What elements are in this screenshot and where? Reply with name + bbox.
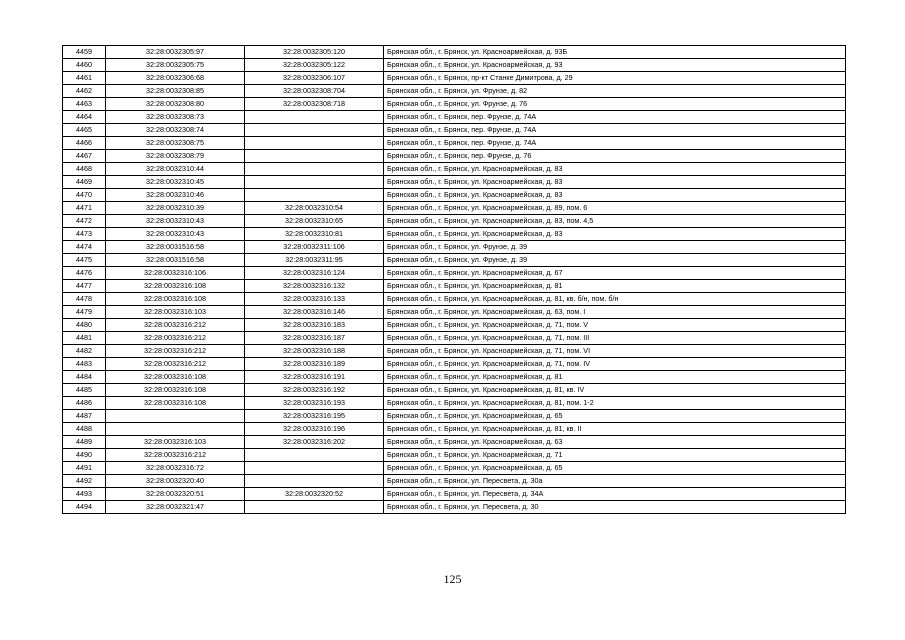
object-cadastral-number-cell: 32:28:0032316:195 (245, 410, 384, 423)
address-cell: Брянская обл., г. Брянск, ул. Красноармейская, д. 71, пом. VI (384, 345, 846, 358)
cadastral-number-cell: 32:28:0032310:43 (106, 215, 245, 228)
row-number-cell: 4486 (63, 397, 106, 410)
table-row (63, 85, 846, 98)
object-cadastral-number-cell: 32:28:0032310:65 (245, 215, 384, 228)
address-cell: Брянская обл., г. Брянск, ул. Красноармейская, д. 63 (384, 436, 846, 449)
object-cadastral-number-cell (245, 124, 384, 137)
address-cell: Брянская обл., г. Брянск, ул. Красноармейская, д. 83 (384, 228, 846, 241)
table-row (63, 189, 846, 202)
object-cadastral-number-cell (245, 163, 384, 176)
row-number-cell: 4465 (63, 124, 106, 137)
cadastral-number-cell: 32:28:0031516:58 (106, 241, 245, 254)
table-body (63, 46, 846, 514)
object-cadastral-number-cell: 32:28:0032316:124 (245, 267, 384, 280)
address-cell: Брянская обл., г. Брянск, ул. Фрунзе, д. 76 (384, 98, 846, 111)
row-number-cell: 4483 (63, 358, 106, 371)
address-cell: Брянская обл., г. Брянск, пер. Фрунзе, д. 76 (384, 150, 846, 163)
object-cadastral-number-cell: 32:28:0032310:81 (245, 228, 384, 241)
object-cadastral-number-cell: 32:28:0032311:95 (245, 254, 384, 267)
object-cadastral-number-cell: 32:28:0032316:133 (245, 293, 384, 306)
object-cadastral-number-cell (245, 462, 384, 475)
table-row (63, 462, 846, 475)
table-row (63, 332, 846, 345)
row-number-cell: 4475 (63, 254, 106, 267)
object-cadastral-number-cell (245, 189, 384, 202)
row-number-cell: 4469 (63, 176, 106, 189)
object-cadastral-number-cell: 32:28:0032316:188 (245, 345, 384, 358)
cadastral-number-cell: 32:28:0032316:72 (106, 462, 245, 475)
row-number-cell: 4487 (63, 410, 106, 423)
row-number-cell: 4494 (63, 501, 106, 514)
table-row (63, 358, 846, 371)
row-number-cell: 4476 (63, 267, 106, 280)
row-number-cell: 4464 (63, 111, 106, 124)
cadastral-number-cell: 32:28:0032316:108 (106, 384, 245, 397)
address-cell: Брянская обл., г. Брянск, ул. Красноармейская, д. 83 (384, 176, 846, 189)
row-number-cell: 4474 (63, 241, 106, 254)
address-cell: Брянская обл., г. Брянск, пер. Фрунзе, д. 74А (384, 111, 846, 124)
cadastral-number-cell: 32:28:0032320:51 (106, 488, 245, 501)
cadastral-number-cell: 32:28:0032316:212 (106, 345, 245, 358)
cadastral-number-cell (106, 423, 245, 436)
address-cell: Брянская обл., г. Брянск, ул. Красноармейская, д. 81, кв. IV (384, 384, 846, 397)
table-row (63, 150, 846, 163)
row-number-cell: 4462 (63, 85, 106, 98)
table-row (63, 72, 846, 85)
cadastral-number-cell: 32:28:0032320:40 (106, 475, 245, 488)
row-number-cell: 4492 (63, 475, 106, 488)
cadastral-number-cell: 32:28:0032316:212 (106, 319, 245, 332)
row-number-cell: 4488 (63, 423, 106, 436)
table-row (63, 241, 846, 254)
cadastral-number-cell: 32:28:0032316:106 (106, 267, 245, 280)
cadastral-number-cell: 32:28:0032308:85 (106, 85, 245, 98)
table-row (63, 46, 846, 59)
object-cadastral-number-cell (245, 150, 384, 163)
cadastral-number-cell: 32:28:0031516:58 (106, 254, 245, 267)
page-number: 125 (443, 572, 462, 586)
table-row (63, 254, 846, 267)
cadastral-number-cell: 32:28:0032316:212 (106, 449, 245, 462)
object-cadastral-number-cell: 32:28:0032316:196 (245, 423, 384, 436)
cadastral-number-cell: 32:28:0032310:44 (106, 163, 245, 176)
row-number-cell: 4477 (63, 280, 106, 293)
table-row (63, 436, 846, 449)
object-cadastral-number-cell: 32:28:0032311:106 (245, 241, 384, 254)
object-cadastral-number-cell: 32:28:0032310:54 (245, 202, 384, 215)
address-cell: Брянская обл., г. Брянск, ул. Красноармейская, д. 65 (384, 462, 846, 475)
row-number-cell: 4473 (63, 228, 106, 241)
address-cell: Брянская обл., г. Брянск, ул. Пересвета, д. 30а (384, 475, 846, 488)
address-cell: Брянская обл., г. Брянск, пер. Фрунзе, д. 74А (384, 124, 846, 137)
cadastral-number-cell: 32:28:0032306:68 (106, 72, 245, 85)
table-row (63, 280, 846, 293)
table-row (63, 59, 846, 72)
object-cadastral-number-cell (245, 449, 384, 462)
cadastral-number-cell: 32:28:0032310:43 (106, 228, 245, 241)
object-cadastral-number-cell: 32:28:0032316:132 (245, 280, 384, 293)
table-row (63, 488, 846, 501)
table-row (63, 202, 846, 215)
object-cadastral-number-cell: 32:28:0032306:107 (245, 72, 384, 85)
row-number-cell: 4466 (63, 137, 106, 150)
object-cadastral-number-cell: 32:28:0032316:193 (245, 397, 384, 410)
table-row (63, 176, 846, 189)
object-cadastral-number-cell: 32:28:0032305:122 (245, 59, 384, 72)
table-row (63, 371, 846, 384)
object-cadastral-number-cell (245, 137, 384, 150)
table-row (63, 410, 846, 423)
table-row (63, 449, 846, 462)
address-cell: Брянская обл., г. Брянск, ул. Пересвета, д. 30 (384, 501, 846, 514)
table-row (63, 306, 846, 319)
row-number-cell: 4485 (63, 384, 106, 397)
cadastral-number-cell: 32:28:0032321:47 (106, 501, 245, 514)
address-cell: Брянская обл., г. Брянск, ул. Красноармейская, д. 83, пом. 4,5 (384, 215, 846, 228)
cadastral-number-cell: 32:28:0032316:108 (106, 371, 245, 384)
row-number-cell: 4481 (63, 332, 106, 345)
address-cell: Брянская обл., г. Брянск, ул. Красноармейская, д. 67 (384, 267, 846, 280)
address-cell: Брянская обл., г. Брянск, ул. Красноармейская, д. 81, пом. 1-2 (384, 397, 846, 410)
cadastral-number-cell: 32:28:0032310:45 (106, 176, 245, 189)
row-number-cell: 4461 (63, 72, 106, 85)
table-row (63, 267, 846, 280)
cadastral-number-cell: 32:28:0032308:75 (106, 137, 245, 150)
table-row (63, 384, 846, 397)
address-cell: Брянская обл., г. Брянск, ул. Красноармейская, д. 71, пом. III (384, 332, 846, 345)
cadastral-number-cell: 32:28:0032305:97 (106, 46, 245, 59)
address-cell: Брянская обл., г. Брянск, ул. Красноармейская, д. 93 (384, 59, 846, 72)
object-cadastral-number-cell: 32:28:0032316:189 (245, 358, 384, 371)
cadastral-number-cell: 32:28:0032316:212 (106, 332, 245, 345)
row-number-cell: 4460 (63, 59, 106, 72)
address-cell: Брянская обл., г. Брянск, ул. Красноармейская, д. 83 (384, 189, 846, 202)
table-row (63, 111, 846, 124)
cadastral-number-cell: 32:28:0032310:39 (106, 202, 245, 215)
address-cell: Брянская обл., г. Брянск, ул. Красноармейская, д. 71 (384, 449, 846, 462)
address-cell: Брянская обл., г. Брянск, ул. Красноармейская, д. 83 (384, 163, 846, 176)
object-cadastral-number-cell (245, 176, 384, 189)
row-number-cell: 4467 (63, 150, 106, 163)
table-row (63, 98, 846, 111)
row-number-cell: 4472 (63, 215, 106, 228)
table-row (63, 475, 846, 488)
row-number-cell: 4463 (63, 98, 106, 111)
object-cadastral-number-cell (245, 501, 384, 514)
row-number-cell: 4471 (63, 202, 106, 215)
address-cell: Брянская обл., г. Брянск, ул. Красноармейская, д. 81 (384, 280, 846, 293)
row-number-cell: 4459 (63, 46, 106, 59)
object-cadastral-number-cell: 32:28:0032308:718 (245, 98, 384, 111)
address-cell: Брянская обл., г. Брянск, ул. Фрунзе, д. 82 (384, 85, 846, 98)
object-cadastral-number-cell (245, 111, 384, 124)
row-number-cell: 4490 (63, 449, 106, 462)
object-cadastral-number-cell: 32:28:0032316:146 (245, 306, 384, 319)
cadastral-number-cell: 32:28:0032316:108 (106, 397, 245, 410)
table-row (63, 397, 846, 410)
table-row (63, 124, 846, 137)
cadastral-number-cell: 32:28:0032310:46 (106, 189, 245, 202)
document-table (62, 45, 846, 514)
address-cell: Брянская обл., г. Брянск, ул. Красноармейская, д. 71, пом. IV (384, 358, 846, 371)
table-row (63, 228, 846, 241)
cadastral-number-cell: 32:28:0032316:103 (106, 436, 245, 449)
cadastral-number-cell: 32:28:0032305:75 (106, 59, 245, 72)
cadastral-number-cell: 32:28:0032308:80 (106, 98, 245, 111)
address-cell: Брянская обл., г. Брянск, ул. Красноармейская, д. 89, пом. 6 (384, 202, 846, 215)
object-cadastral-number-cell: 32:28:0032316:191 (245, 371, 384, 384)
address-cell: Брянская обл., г. Брянск, пер. Фрунзе, д. 74А (384, 137, 846, 150)
object-cadastral-number-cell: 32:28:0032316:192 (245, 384, 384, 397)
address-cell: Брянская обл., г. Брянск, ул. Красноармейская, д. 81, кв. II (384, 423, 846, 436)
table-row (63, 163, 846, 176)
cadastral-number-cell: 32:28:0032316:108 (106, 280, 245, 293)
table-row (63, 423, 846, 436)
row-number-cell: 4470 (63, 189, 106, 202)
cadastral-number-cell: 32:28:0032308:74 (106, 124, 245, 137)
object-cadastral-number-cell: 32:28:0032305:120 (245, 46, 384, 59)
row-number-cell: 4493 (63, 488, 106, 501)
object-cadastral-number-cell: 32:28:0032316:187 (245, 332, 384, 345)
address-cell: Брянская обл., г. Брянск, ул. Фрунзе, д. 39 (384, 241, 846, 254)
cadastral-number-cell: 32:28:0032308:79 (106, 150, 245, 163)
cadastral-number-cell: 32:28:0032308:73 (106, 111, 245, 124)
object-cadastral-number-cell: 32:28:0032316:183 (245, 319, 384, 332)
address-cell: Брянская обл., г. Брянск, ул. Красноармейская, д. 63, пом. I (384, 306, 846, 319)
row-number-cell: 4482 (63, 345, 106, 358)
cadastral-number-cell: 32:28:0032316:108 (106, 293, 245, 306)
table-row (63, 137, 846, 150)
table-row (63, 319, 846, 332)
table-row (63, 501, 846, 514)
row-number-cell: 4484 (63, 371, 106, 384)
object-cadastral-number-cell: 32:28:0032316:202 (245, 436, 384, 449)
row-number-cell: 4480 (63, 319, 106, 332)
cadastral-number-cell: 32:28:0032316:103 (106, 306, 245, 319)
object-cadastral-number-cell (245, 475, 384, 488)
row-number-cell: 4489 (63, 436, 106, 449)
address-cell: Брянская обл., г. Брянск, ул. Красноармейская, д. 65 (384, 410, 846, 423)
cadastral-number-cell: 32:28:0032316:212 (106, 358, 245, 371)
address-cell: Брянская обл., г. Брянск, пр-кт Станке Димитрова, д. 29 (384, 72, 846, 85)
address-cell: Брянская обл., г. Брянск, ул. Красноармейская, д. 71, пом. V (384, 319, 846, 332)
table-row (63, 293, 846, 306)
address-cell: Брянская обл., г. Брянск, ул. Фрунзе, д. 39 (384, 254, 846, 267)
table-row (63, 215, 846, 228)
object-cadastral-number-cell: 32:28:0032320:52 (245, 488, 384, 501)
table-row (63, 345, 846, 358)
row-number-cell: 4468 (63, 163, 106, 176)
cadastral-number-cell (106, 410, 245, 423)
row-number-cell: 4491 (63, 462, 106, 475)
object-cadastral-number-cell: 32:28:0032308:704 (245, 85, 384, 98)
address-cell: Брянская обл., г. Брянск, ул. Пересвета, д. 34А (384, 488, 846, 501)
address-cell: Брянская обл., г. Брянск, ул. Красноармейская, д. 81, кв. б/н, пом. б/н (384, 293, 846, 306)
address-cell: Брянская обл., г. Брянск, ул. Красноармейская, д. 81 (384, 371, 846, 384)
address-cell: Брянская обл., г. Брянск, ул. Красноармейская, д. 93Б (384, 46, 846, 59)
row-number-cell: 4478 (63, 293, 106, 306)
row-number-cell: 4479 (63, 306, 106, 319)
